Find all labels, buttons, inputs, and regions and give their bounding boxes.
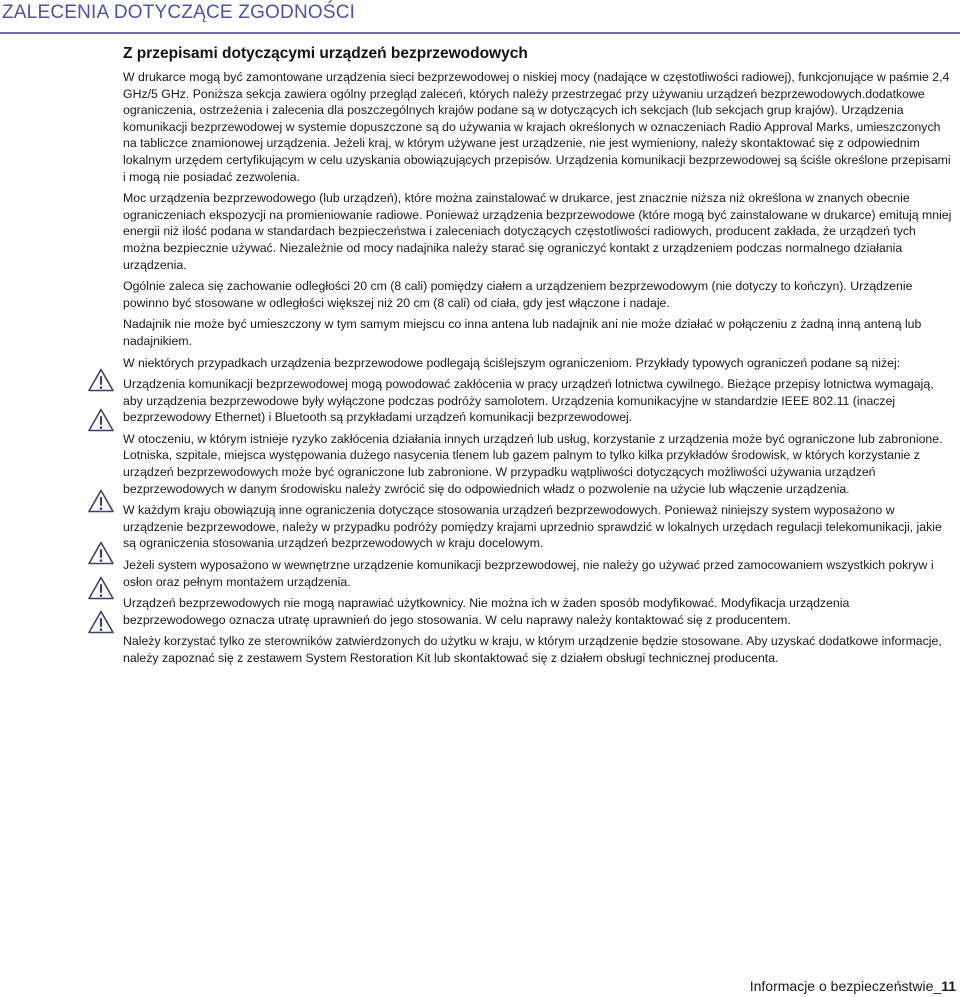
paragraph-environment: W otoczeniu, w którym istnieje ryzyko zakłócenia działania innych urządzeń lub usług, korzystanie z urządzenia może być ograniczone lub zabronione. Lotniska, szpitale, miejsca występowania dużego nasycenia tlenem lub gazem palnym to tylko kilka przykładów środowisk, w których korzystanie z urządzeń bezprzewodowych może być ograniczone lub zabronione. W przypadku wątpliwości dotyczących możliwości używania urządzeń bezprzewodowych w danym środowisku należy zwrócić się do odpowiednich władz o pozwolenie na użycie lub włączenie urządzenia. — [123, 431, 943, 496]
warning-icon — [88, 576, 114, 600]
warning-icon — [88, 368, 114, 392]
warning-icon — [88, 408, 114, 432]
page-footer — [750, 978, 956, 994]
paragraph-internal-device: Jeżeli system wyposażono w wewnętrzne urządzenie komunikacji bezprzewodowej, nie należy go używać przed zamocowaniem wszystkich pokryw i osłon oraz pełnym montażem urządzenia. — [123, 558, 934, 589]
section-heading: Z przepisami dotyczącymi urządzeń bezprzewodowych — [123, 45, 528, 62]
paragraph-countries: W każdym kraju obowiązują inne ograniczenia dotyczące stosowania urządzeń bezprzewodowych. Ponieważ niniejszy system wyposażono w urządzenie bezprzewodowe, należy w przypadku podróży pomiędzy krajami uprzednio sprawdzić w lokalnych urzędach regulacji telekomunikacji, jakie są ograniczenia stosowania urządzeń bezprzewodowych w kraju docelowym. — [123, 503, 942, 551]
page-number: 11 — [941, 978, 956, 994]
title-rule — [0, 32, 960, 34]
footer-label: Informacje o bezpieczeństwie — [749, 978, 934, 994]
paragraph-drivers: Należy korzystać tylko ze sterowników zatwierdzonych do użytku w kraju, w którym urządzenie będzie stosowane. Aby uzyskać dodatkowe informacje, należy zapoznać się z zestawem System Restoration Kit lub skontaktować się z działem obsługi technicznej producenta. — [123, 634, 942, 665]
warning-icon — [88, 541, 114, 565]
paragraph-intro: W drukarce mogą być zamontowane urządzenia sieci bezprzewodowej o niskiej mocy (nadające w częstotliwości radiowej), funkcjonujące w paśmie 2,4 GHz/5 GHz. Poniższa sekcja zawiera ogólny przegląd zaleceń, których należy przestrzegać przy używaniu urządzeń bezprzewodowych.dodatkowe ograniczenia, ostrzeżenia i zalecenia dla poszczególnych krajów podane są w dotyczących ich sekcjach (lub sekcjach grup krajów). Urządzenia komunikacji bezprzewodowej w systemie dopuszczone są do używania w krajach określonych w oznaczeniach Radio Approval Marks, umieszczonych na tabliczce znamionowej urządzenia. Jeżeli kraj, w którym używane jest urządzenie, nie jest wymieniony, należy skontaktować się z odpowiednim lokalnym urzędem certyfikującym w celu uzyskania obowiązujących przepisów. Urządzenia komunikacji bezprzewodowej są ściśle określone przepisami i mogą nie posiadać zezwolenia. — [123, 70, 951, 184]
main-content — [123, 45, 955, 672]
paragraph-repair: Urządzeń bezprzewodowych nie mogą naprawiać użytkownicy. Nie można ich w żaden sposób modyfikować. Modyfikacja urządzenia bezprzewodowego oznacza utratę uprawnień do jego stosowania. W celu naprawy należy kontaktować się z producentem. — [123, 596, 850, 627]
paragraph-colocation: Nadajnik nie może być umieszczony w tym samym miejscu co inna antena lub nadajnik ani nie może działać w połączeniu z żadną inną anteną lub nadajnikiem. — [123, 317, 922, 348]
warning-icon — [88, 610, 114, 634]
warning-icon — [88, 489, 114, 513]
footer-separator: _ — [933, 978, 942, 994]
paragraph-distance: Ogólnie zaleca się zachowanie odległości 20 cm (8 cali) pomiędzy ciałem a urządzeniem bezprzewodowym (nie dotyczy to kończyn). Urządzenie powinno być stosowane w odległości większej niż 20 cm (8 cali) od ciała, gdy jest włączone i nadaje. — [123, 279, 913, 310]
paragraph-aviation: Urządzenia komunikacji bezprzewodowej mogą powodować zakłócenia w pracy urządzeń lotnictwa cywilnego. Bieżące przepisy lotnictwa wymagają, aby urządzenia bezprzewodowe były wyłączone podczas podróży samolotem. Urządzenia komunikacyjne w standardzie IEEE 802.11 (inaczej bezprzewodowy Ethernet) i Bluetooth są przykładami urządzeń komunikacji bezprzewodowej. — [123, 377, 934, 425]
paragraph-restrictions: W niektórych przypadkach urządzenia bezprzewodowe podlegają ściślejszym ograniczeniom. Przykłady typowych ograniczeń podane są niżej: — [123, 355, 901, 370]
page-title: ZALECENIA DOTYCZĄCE ZGODNOŚCI — [2, 2, 356, 23]
paragraph-power: Moc urządzenia bezprzewodowego (lub urządzeń), które można zainstalować w drukarce, jest znacznie niższa niż określona w znanych obecnie ograniczeniach ekspozycji na promieniowanie radiowe. Ponieważ urządzenia bezprzewodowe (które mogą być zainstalowane w drukarce) emitują mniej energii niż ilość podana w standardach bezpieczeństwa i zaleceniach dotyczących częstotliwości radiowych, producent zakłada, że urządzeń tych można bezpiecznie używać. Niezależnie od mocy nadajnika należy starać się ograniczyć kontakt z urządzeniem podczas normalnego działania urządzenia. — [123, 191, 952, 272]
